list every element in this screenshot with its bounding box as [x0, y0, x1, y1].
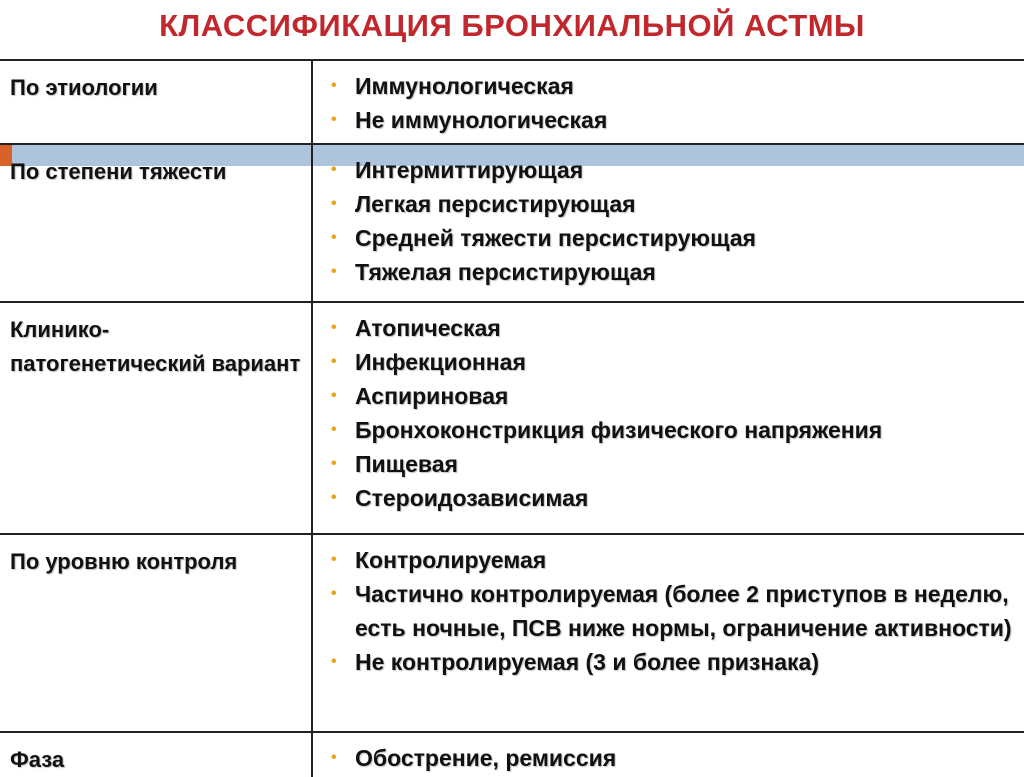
list-item-text: Контролируемая [355, 547, 547, 573]
list-item [329, 481, 1018, 515]
list-item [329, 103, 1018, 137]
list-item-text: Тяжелая персистирующая [355, 259, 656, 285]
list-item [329, 447, 1018, 481]
list-item-text: Инфекционная [355, 349, 526, 375]
bullet-icon: • [331, 229, 337, 246]
row-items [312, 60, 1024, 144]
list-item [329, 187, 1018, 221]
list-item-text: Обострение, ремиссия [355, 745, 617, 771]
list-item-text: Не контролируемая (3 и более признака) [355, 649, 820, 675]
row-label: По уровню контроля [0, 534, 312, 732]
bullet-icon: • [331, 387, 337, 404]
table-row [0, 732, 1024, 777]
bullet-icon: • [331, 263, 337, 280]
list-item-text: Средней тяжести персистирующая [355, 225, 756, 251]
list-item-text: Интермиттирующая [355, 157, 584, 183]
bullet-icon: • [331, 551, 337, 568]
row-items [312, 302, 1024, 534]
bullet-list [329, 311, 1018, 515]
table-row [0, 302, 1024, 534]
bullet-icon: • [331, 111, 337, 128]
list-item [329, 69, 1018, 103]
table-row [0, 534, 1024, 732]
bullet-list [329, 741, 1018, 775]
bullet-icon: • [331, 749, 337, 766]
list-item [329, 345, 1018, 379]
bullet-icon: • [331, 195, 337, 212]
table-row [0, 144, 1024, 302]
bullet-icon: • [331, 421, 337, 438]
bullet-list [329, 153, 1018, 289]
bullet-list [329, 543, 1018, 679]
list-item-text: Легкая персистирующая [355, 191, 636, 217]
list-item-text: Пищевая [355, 451, 458, 477]
list-item [329, 645, 1018, 679]
list-item [329, 543, 1018, 577]
bullet-icon: • [331, 161, 337, 178]
list-item-text: Стероидозависимая [355, 485, 589, 511]
classification-table [0, 59, 1024, 777]
list-item-text: Атопическая [355, 315, 501, 341]
row-label: Фаза [0, 732, 312, 777]
list-item [329, 153, 1018, 187]
page-title: КЛАССИФИКАЦИЯ БРОНХИАЛЬНОЙ АСТМЫ [159, 8, 865, 43]
bullet-icon: • [331, 319, 337, 336]
bullet-icon: • [331, 77, 337, 94]
row-items [312, 732, 1024, 777]
bullet-icon: • [331, 585, 337, 602]
row-label: Клинико-патогенетический вариант [0, 302, 312, 534]
bullet-icon: • [331, 653, 337, 670]
list-item-text: Иммунологическая [355, 73, 574, 99]
list-item [329, 255, 1018, 289]
list-item-text: Бронхоконстрикция физического напряжения [355, 417, 883, 443]
list-item [329, 741, 1018, 775]
list-item [329, 577, 1018, 645]
bullet-icon: • [331, 489, 337, 506]
row-items [312, 534, 1024, 732]
row-items [312, 144, 1024, 302]
bullet-icon: • [331, 455, 337, 472]
list-item-text: Аспириновая [355, 383, 509, 409]
list-item [329, 379, 1018, 413]
list-item [329, 311, 1018, 345]
list-item [329, 221, 1018, 255]
row-label: По степени тяжести [0, 144, 312, 302]
bullet-icon: • [331, 353, 337, 370]
row-label: По этиологии [0, 60, 312, 144]
list-item-text: Частично контролируемая (более 2 приступов в неделю, есть ночные, ПСВ ниже нормы, ограничение активности) [355, 581, 1012, 641]
list-item [329, 413, 1018, 447]
list-item-text: Не иммунологическая [355, 107, 608, 133]
bullet-list [329, 69, 1018, 137]
table-row [0, 60, 1024, 144]
